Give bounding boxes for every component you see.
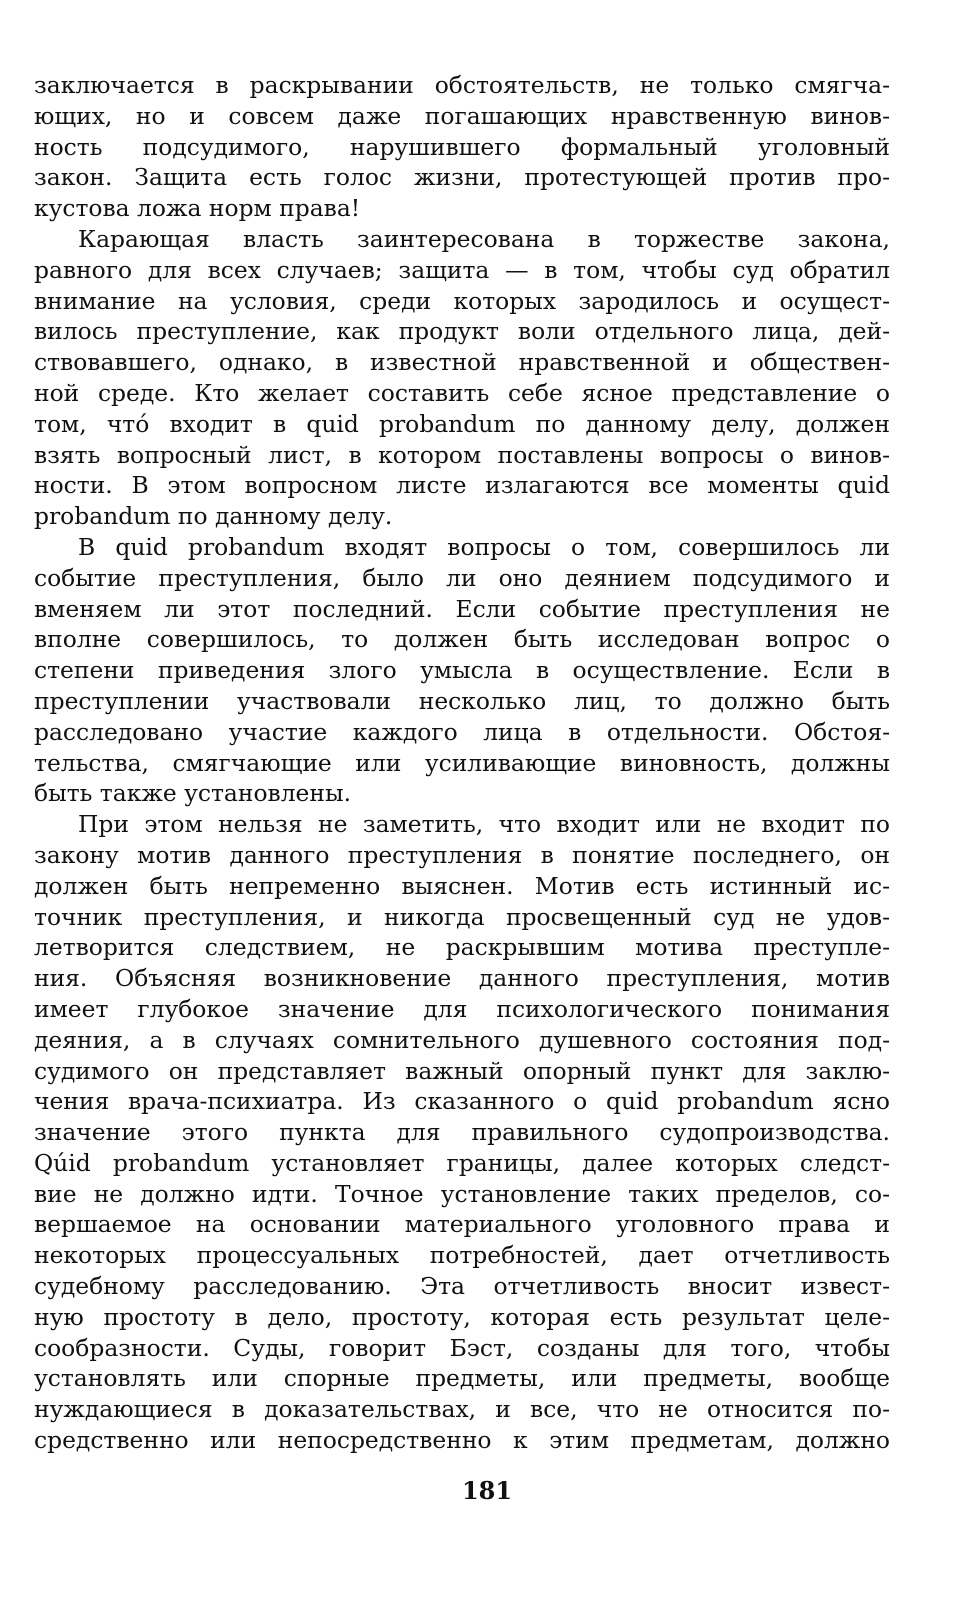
text-line: быть также установлены. <box>34 779 352 808</box>
paragraph <box>34 809 890 1456</box>
text-line: вие не должно идти. Точное установление таких пределов, со- <box>34 1179 890 1208</box>
text-line: При этом нельзя не заметить, что входит или не входит по <box>78 810 890 839</box>
text-line: ную простоту в дело, простоту, которая есть результат целе- <box>34 1302 890 1331</box>
text-line: деяния, а в случаях сомнительного душевного состояния под- <box>34 1025 890 1054</box>
text-line: судимого он представляет важный опорный пункт для заклю- <box>34 1056 890 1085</box>
text-line: Qúid probandum установляет границы, далее которых следст- <box>34 1148 890 1177</box>
text-line: том, что́ входит в quid probandum по данному делу, должен <box>34 409 890 438</box>
text-line: кустова ложа норм права! <box>34 194 361 223</box>
text-line: некоторых процессуальных потребностей, дает отчетливость <box>34 1241 890 1270</box>
text-line: probandum по данному делу. <box>34 502 393 531</box>
text-line: нуждающиеся в доказательствах, и все, что не относится по- <box>34 1395 890 1424</box>
text-line: степени приведения злого умысла в осуществление. Если в <box>34 656 890 685</box>
text-line: имеет глубокое значение для психологического понимания <box>34 994 890 1023</box>
text-line: заключается в раскрывании обстоятельств, не только смягча- <box>34 71 890 99</box>
text-line: установлять или спорные предметы, или предметы, вообще <box>34 1364 890 1393</box>
text-line: закону мотив данного преступления в понятие последнего, он <box>34 840 890 869</box>
text-line: ности. В этом вопросном листе излагаются все моменты quid <box>34 471 890 500</box>
text-line: точник преступления, и никогда просвещенный суд не удов- <box>34 902 890 931</box>
text-line: чения врача-психиатра. Из сказанного о quid probandum ясно <box>34 1087 890 1116</box>
text-line: закон. Защита есть голос жизни, протестующей против про- <box>34 163 890 192</box>
text-line: значение этого пункта для правильного судопроизводства. <box>34 1118 890 1147</box>
text-line: судебному расследованию. Эта отчетливость вносит извест- <box>34 1272 890 1301</box>
text-line: расследовано участие каждого лица в отдельности. Обстоя- <box>34 717 890 746</box>
text-line: Карающая власть заинтересована в торжестве закона, <box>78 224 890 253</box>
text-line: вилось преступление, как продукт воли отдельного лица, дей- <box>34 317 890 346</box>
text-line: взять вопросный лист, в котором поставлены вопросы о винов- <box>34 440 890 469</box>
text-line: равного для всех случаев; защита — в том, чтобы суд обратил <box>34 255 890 284</box>
paragraph <box>34 532 890 809</box>
text-line: вполне совершилось, то должен быть исследован вопрос о <box>34 625 890 654</box>
text-line: В quid probandum входят вопросы о том, совершилось ли <box>78 532 890 561</box>
text-line: ствовавшего, однако, в известной нравственной и обществен- <box>34 348 890 377</box>
text-line: летворится следствием, не раскрывшим мотива преступле- <box>34 933 890 962</box>
text-line: вершаемое на основании материального уголовного права и <box>34 1210 890 1239</box>
text-line: средственно или непосредственно к этим предметам, должно <box>34 1426 890 1455</box>
text-line: ющих, но и совсем даже погашающих нравственную винов- <box>34 101 890 130</box>
text-line: событие преступления, было ли оно деянием подсудимого и <box>34 563 890 592</box>
paragraph <box>34 224 890 532</box>
page-number: 181 <box>461 1476 513 1505</box>
paragraph <box>34 70 890 224</box>
text-line: ность подсудимого, нарушившего формальный уголовный <box>34 132 890 161</box>
text-line: ния. Объясняя возникновение данного преступления, мотив <box>34 964 890 993</box>
page-text <box>34 70 890 1456</box>
text-line: тельства, смягчающие или усиливающие виновность, должны <box>34 748 890 777</box>
text-line: внимание на условия, среди которых зародилось и осущест- <box>34 286 890 315</box>
text-line: ной среде. Кто желает составить себе ясное представление о <box>34 378 890 407</box>
text-line: должен быть непременно выяснен. Мотив есть истинный ис- <box>34 871 890 900</box>
text-line: сообразности. Суды, говорит Бэст, созданы для того, чтобы <box>34 1333 890 1362</box>
text-line: преступлении участвовали несколько лиц, то должно быть <box>34 686 890 715</box>
text-line: вменяем ли этот последний. Если событие преступления не <box>34 594 890 623</box>
